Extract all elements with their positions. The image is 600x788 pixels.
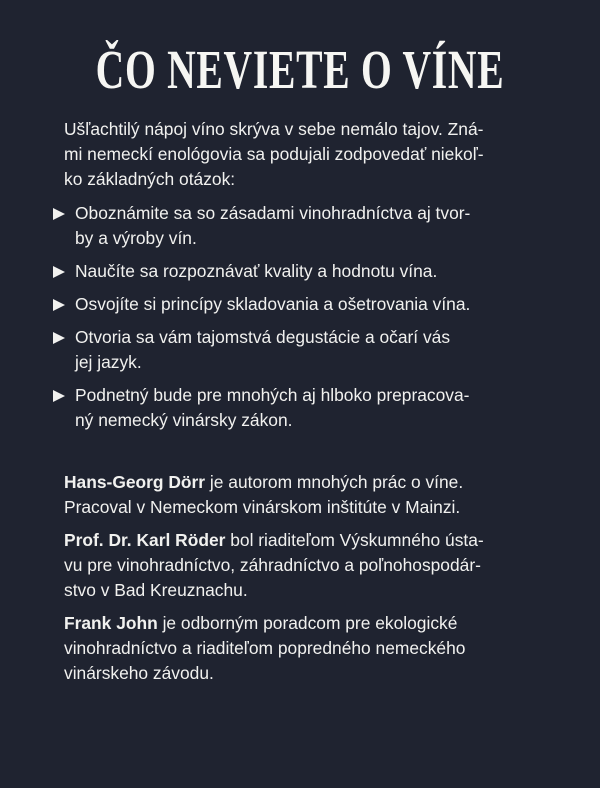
list-item-line: jej jazyk. bbox=[75, 352, 142, 372]
intro-line: Ušľachtilý nápoj víno skrýva v sebe nemálo tajov. Zná- bbox=[64, 119, 484, 139]
intro-line: ko základných otázok: bbox=[64, 169, 236, 189]
author-bio bbox=[64, 528, 574, 603]
author-bio-line bbox=[64, 470, 574, 495]
authors-section bbox=[64, 470, 574, 694]
author-name: Prof. Dr. Karl Röder bbox=[64, 530, 226, 550]
author-name: Hans-Georg Dörr bbox=[64, 472, 206, 492]
triangle-bullet-icon bbox=[53, 390, 65, 402]
triangle-bullet-icon bbox=[53, 299, 65, 311]
triangle-bullet-icon bbox=[53, 266, 65, 278]
author-bio-line: vu pre vinohradníctvo, záhradníctvo a poľnohospodár- bbox=[64, 555, 481, 575]
triangle-bullet-icon bbox=[53, 208, 65, 220]
author-bio-line: Pracoval v Nemeckom vinárskom inštitúte v Mainzi. bbox=[64, 497, 461, 517]
list-item bbox=[50, 201, 570, 251]
list-item-line: by a výroby vín. bbox=[75, 228, 197, 248]
feature-list bbox=[50, 201, 570, 441]
list-item bbox=[50, 292, 570, 317]
list-item-line: Osvojíte si princípy skladovania a ošetrovania vína. bbox=[75, 294, 471, 314]
list-item bbox=[50, 383, 570, 433]
author-bio-line: vinárskeho závodu. bbox=[64, 663, 214, 683]
list-item-line: Oboznámite sa so zásadami vinohradníctva aj tvor- bbox=[75, 203, 471, 223]
list-item-line: ný nemecký vinársky zákon. bbox=[75, 410, 293, 430]
list-item bbox=[50, 259, 570, 284]
list-item-line: Naučíte sa rozpoznávať kvality a hodnotu vína. bbox=[75, 261, 438, 281]
author-name: Frank John bbox=[64, 613, 158, 633]
author-bio bbox=[64, 470, 574, 520]
author-bio-line: stvo v Bad Kreuznachu. bbox=[64, 580, 248, 600]
author-bio-text: je autorom mnohých prác o víne. bbox=[205, 472, 464, 492]
intro-paragraph bbox=[64, 117, 569, 192]
author-bio bbox=[64, 611, 574, 686]
page-title: ČO NEVIETE O VÍNE bbox=[95, 39, 505, 100]
triangle-bullet-icon bbox=[53, 332, 65, 344]
author-bio-line: vinohradníctvo a riaditeľom popredného nemeckého bbox=[64, 638, 466, 658]
author-bio-line bbox=[64, 611, 574, 636]
author-bio-text: bol riaditeľom Výskumného ústa- bbox=[225, 530, 484, 550]
intro-line: mi nemeckí enológovia sa podujali zodpovedať niekoľ- bbox=[64, 144, 484, 164]
list-item-line: Otvoria sa vám tajomstvá degustácie a očarí vás bbox=[75, 327, 451, 347]
author-bio-line bbox=[64, 528, 574, 553]
list-item bbox=[50, 325, 570, 375]
author-bio-text: je odborným poradcom pre ekologické bbox=[157, 613, 458, 633]
list-item-line: Podnetný bude pre mnohých aj hlboko prepracova- bbox=[75, 385, 470, 405]
